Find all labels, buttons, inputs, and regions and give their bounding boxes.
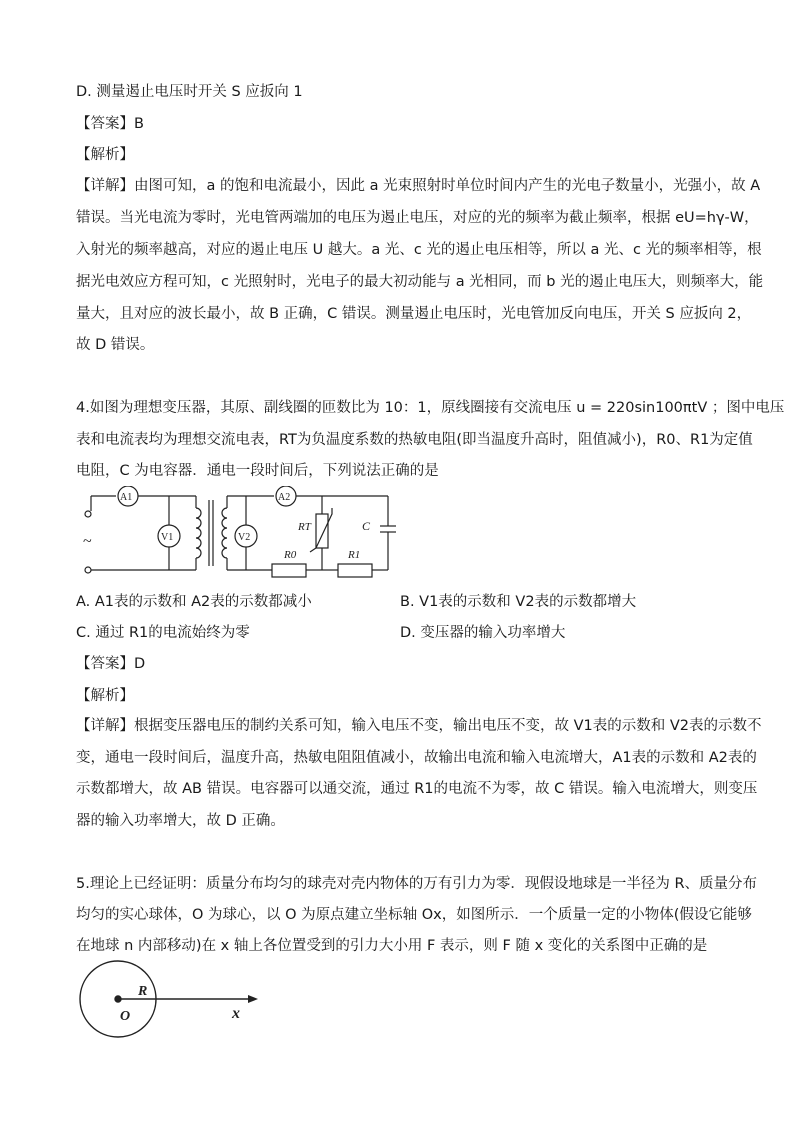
q4-analysis-label: 【解析】 [76, 688, 134, 704]
capacitor-c-label: C [362, 519, 371, 533]
q3-answer: 【答案】B [76, 116, 144, 132]
q4-stem-line: 电阻，C 为电容器．通电一段时间后，下列说法正确的是 [76, 463, 439, 479]
q3-detail-line: 故 D 错误。 [76, 337, 155, 353]
q4-detail-line: 器的输入功率增大，故 D 正确。 [76, 813, 285, 829]
q4-answer: 【答案】D [76, 656, 146, 672]
transformer-circuit-diagram [76, 486, 406, 582]
q5-stem-line: 在地球 n 内部移动)在 x 轴上各位置受到的引力大小用 F 表示，则 F 随 x 变化的关系图中正确的是 [76, 938, 708, 954]
earth-axis-diagram [76, 960, 276, 1050]
radius-label: R [138, 984, 148, 999]
resistor-r0-label: R0 [284, 549, 297, 561]
ammeter-a2-label: A2 [278, 492, 291, 503]
resistor-r1-symbol [338, 564, 372, 577]
q3-detail-line: 据光电效应方程可知，c 光照射时，光电子的最大初动能与 a 光相同，而 b 光的遏止电压大，则频率大，能 [76, 274, 764, 290]
q4-stem-line: 4.如图为理想变压器，其原、副线圈的匝数比为 10：1，原线圈接有交流电压 u = 220sin100πtV ；图中电压 [76, 400, 785, 416]
q5-stem-line: 5.理论上已经证明：质量分布均匀的球壳对壳内物体的万有引力为零．现假设地球是一半径为 R、质量分布 [76, 876, 758, 892]
resistor-r1-label: R1 [348, 549, 361, 561]
q3-detail-line: 【详解】由图可知，a 的饱和电流最小，因此 a 光束照射时单位时间内产生的光电子数量小，光强小，故 A [76, 178, 761, 194]
q4-option-b: B. V1表的示数和 V2表的示数都增大 [400, 594, 637, 610]
q5-stem-line: 均匀的实心球体，O 为球心，以 O 为原点建立坐标轴 Ox，如图所示．一个质量一定的小物体(假设它能够 [76, 907, 752, 923]
x-axis-label: x [232, 1005, 240, 1022]
ac-source-symbol: ~ [83, 533, 92, 550]
thermistor-rt-label: RT [298, 521, 311, 533]
resistor-r0-symbol [272, 564, 306, 577]
q4-option-a: A. A1表的示数和 A2表的示数都减小 [76, 594, 312, 610]
voltmeter-v2-label: V2 [238, 532, 251, 543]
ammeter-a1-label: A1 [120, 492, 133, 503]
q4-detail-line: 【详解】根据变压器电压的制约关系可知，输入电压不变，输出电压不变，故 V1表的示数和 V2表的示数不 [76, 718, 762, 734]
q4-detail-line: 示数都增大，故 AB 错误。电容器可以通交流，通过 R1的电流不为零，故 C 错误。输入电流增大，则变压 [76, 781, 758, 797]
q4-option-c: C. 通过 R1的电流始终为零 [76, 625, 250, 641]
q3-detail-line: 错误。当光电流为零时，光电管两端加的电压为遏止电压，对应的光的频率为截止频率，根据 eU=hγ-W， [76, 210, 759, 226]
q4-detail-line: 变，通电一段时间后，温度升高，热敏电阻阻值减小，故输出电流和输入电流增大，A1表的示数和 A2表的 [76, 750, 757, 766]
voltmeter-v1-label: V1 [161, 532, 174, 543]
q3-detail-line: 量大，且对应的波长最小，故 B 正确，C 错误。测量遏止电压时，光电管加反向电压，开关 S 应扳向 2， [76, 306, 752, 322]
q3-option-d: D. 测量遏止电压时开关 S 应扳向 1 [76, 84, 303, 100]
origin-label: O [120, 1009, 131, 1024]
q3-analysis-label: 【解析】 [76, 147, 134, 163]
q4-option-d: D. 变压器的输入功率增大 [400, 625, 566, 641]
axis-arrow-icon [248, 995, 258, 1003]
q4-stem-line: 表和电流表均为理想交流电表，RT为负温度系数的热敏电阻(即当温度升高时，阻值减小)，R0、R1为定值 [76, 432, 753, 448]
q3-detail-line: 入射光的频率越高，对应的遏止电压 U 越大。a 光、c 光的遏止电压相等，所以 a 光、c 光的频率相等，根 [76, 242, 762, 258]
